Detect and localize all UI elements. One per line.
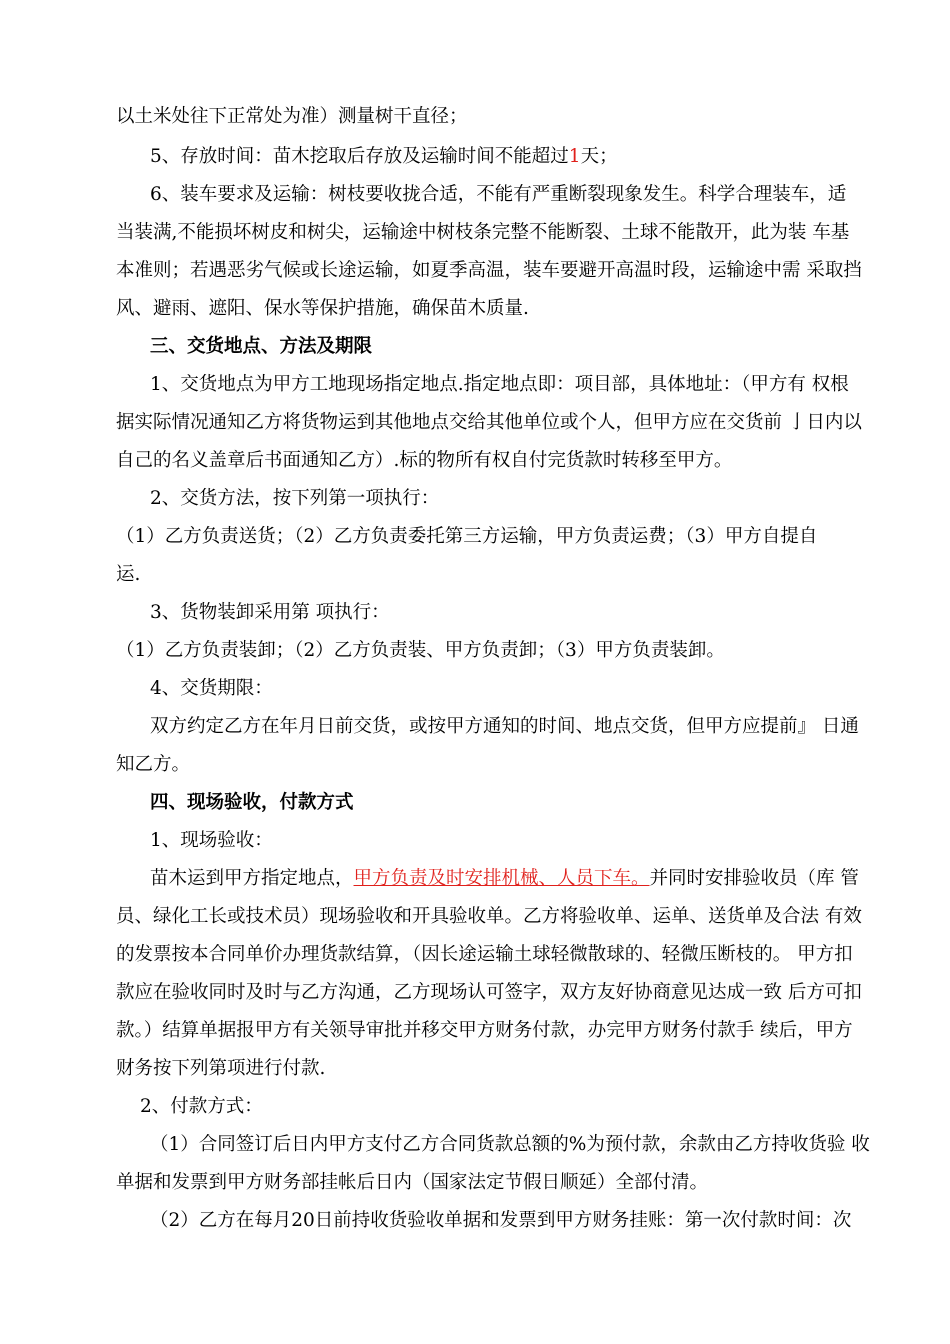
paragraph-line: 2、付款方式：: [140, 1096, 263, 1117]
paragraph-line: 风、避雨、遮阳、保水等保护措施，确保苗木质量.: [116, 298, 529, 319]
paragraph-line: 的发票按本合同单价办理货款结算，（因长途运输土球轻微散球的、轻微压断枝的。 甲方扣: [116, 944, 853, 965]
paragraph-line: 据实际情况通知乙方将货物运到其他地点交给其他单位或个人，但甲方应在交货前 亅日内以: [116, 412, 862, 433]
paragraph-line: 单据和发票到甲方财务部挂帐后日内（国家法定节假日顺延）全部付清。: [116, 1172, 709, 1193]
paragraph-line: （1）乙方负责装卸；（2）乙方负责装、甲方负责卸；（3）甲方负责装卸。: [116, 640, 725, 661]
paragraph-line: 6、装车要求及运输：树枝要收拢合适，不能有严重断裂现象发生。科学合理装车，适: [150, 184, 847, 205]
paragraph-line: 运.: [116, 564, 141, 585]
paragraph-line: 1、现场验收：: [150, 830, 273, 851]
paragraph-line: （2）乙方在每月20日前持收货验收单据和发票到甲方财务挂账：第一次付款时间：次: [150, 1210, 852, 1231]
storage-days-value: 1: [568, 146, 581, 167]
paragraph-line: 4、交货期限：: [150, 678, 273, 699]
paragraph-line: 知乙方。: [116, 754, 191, 775]
paragraph-line: 当装满,不能损坏树皮和树尖，运输途中树枝条完整不能断裂、土球不能散开，此为装 车基: [116, 222, 850, 243]
paragraph-line: 本准则；若遇恶劣气候或长途运输，如夏季高温，装车要避开高温时段，运输途中需 采取挡: [116, 260, 862, 281]
storage-time-text: 5、存放时间：苗木挖取后存放及运输时间不能超过: [150, 146, 569, 167]
paragraph-line: 款应在验收同时及时与乙方沟通，乙方现场认可签字，双方友好协商意见达成一致 后方可扣: [116, 982, 862, 1003]
arrival-text: 苗木运到甲方指定地点，: [150, 868, 354, 889]
paragraph-line: 2、交货方法，按下列第一项执行：: [150, 488, 440, 509]
paragraph-line: 自己的名义盖章后书面通知乙方）.标的物所有权自付完货款时转移至甲方。: [116, 450, 733, 471]
storage-days-unit: 天；: [580, 146, 618, 167]
paragraph-line: 1、交货地点为甲方工地现场指定地点.指定地点即：项目部，具体地址：（甲方有 权根: [150, 374, 849, 395]
storage-time-line: [150, 144, 618, 170]
paragraph-line: 财务按下列第项进行付款.: [116, 1058, 326, 1079]
paragraph-line: 3、货物装卸采用第 项执行：: [150, 602, 390, 623]
paragraph-line: 双方约定乙方在年月日前交货，或按甲方通知的时间、地点交货，但甲方应提前』 日通: [150, 716, 859, 737]
highlighted-unloading-clause: 甲方负责及时安排机械、人员下车。: [353, 868, 650, 889]
arrival-text-continued: 并同时安排验收员（库 管: [649, 868, 859, 889]
paragraph-line: （1）乙方负责送货；（2）乙方负责委托第三方运输，甲方负责运费；（3）甲方自提自: [116, 526, 818, 547]
section-heading-delivery: 三、交货地点、方法及期限: [150, 336, 373, 357]
paragraph-line: 款。）结算单据报甲方有关领导审批并移交甲方财务付款，办完甲方财务付款手 续后，甲方: [116, 1020, 853, 1041]
paragraph-line: （1）合同签订后日内甲方支付乙方合同货款总额的%为预付款，余款由乙方持收货验 收: [150, 1134, 870, 1155]
paragraph-line: 以土米处往下正常处为准）测量树干直径；: [116, 106, 468, 127]
arrival-line: [150, 866, 859, 892]
section-heading-acceptance: 四、现场验收，付款方式: [150, 792, 354, 813]
paragraph-line: 员、绿化工长或技术员）现场验收和开具验收单。乙方将验收单、运单、送货单及合法 有效: [116, 906, 862, 927]
